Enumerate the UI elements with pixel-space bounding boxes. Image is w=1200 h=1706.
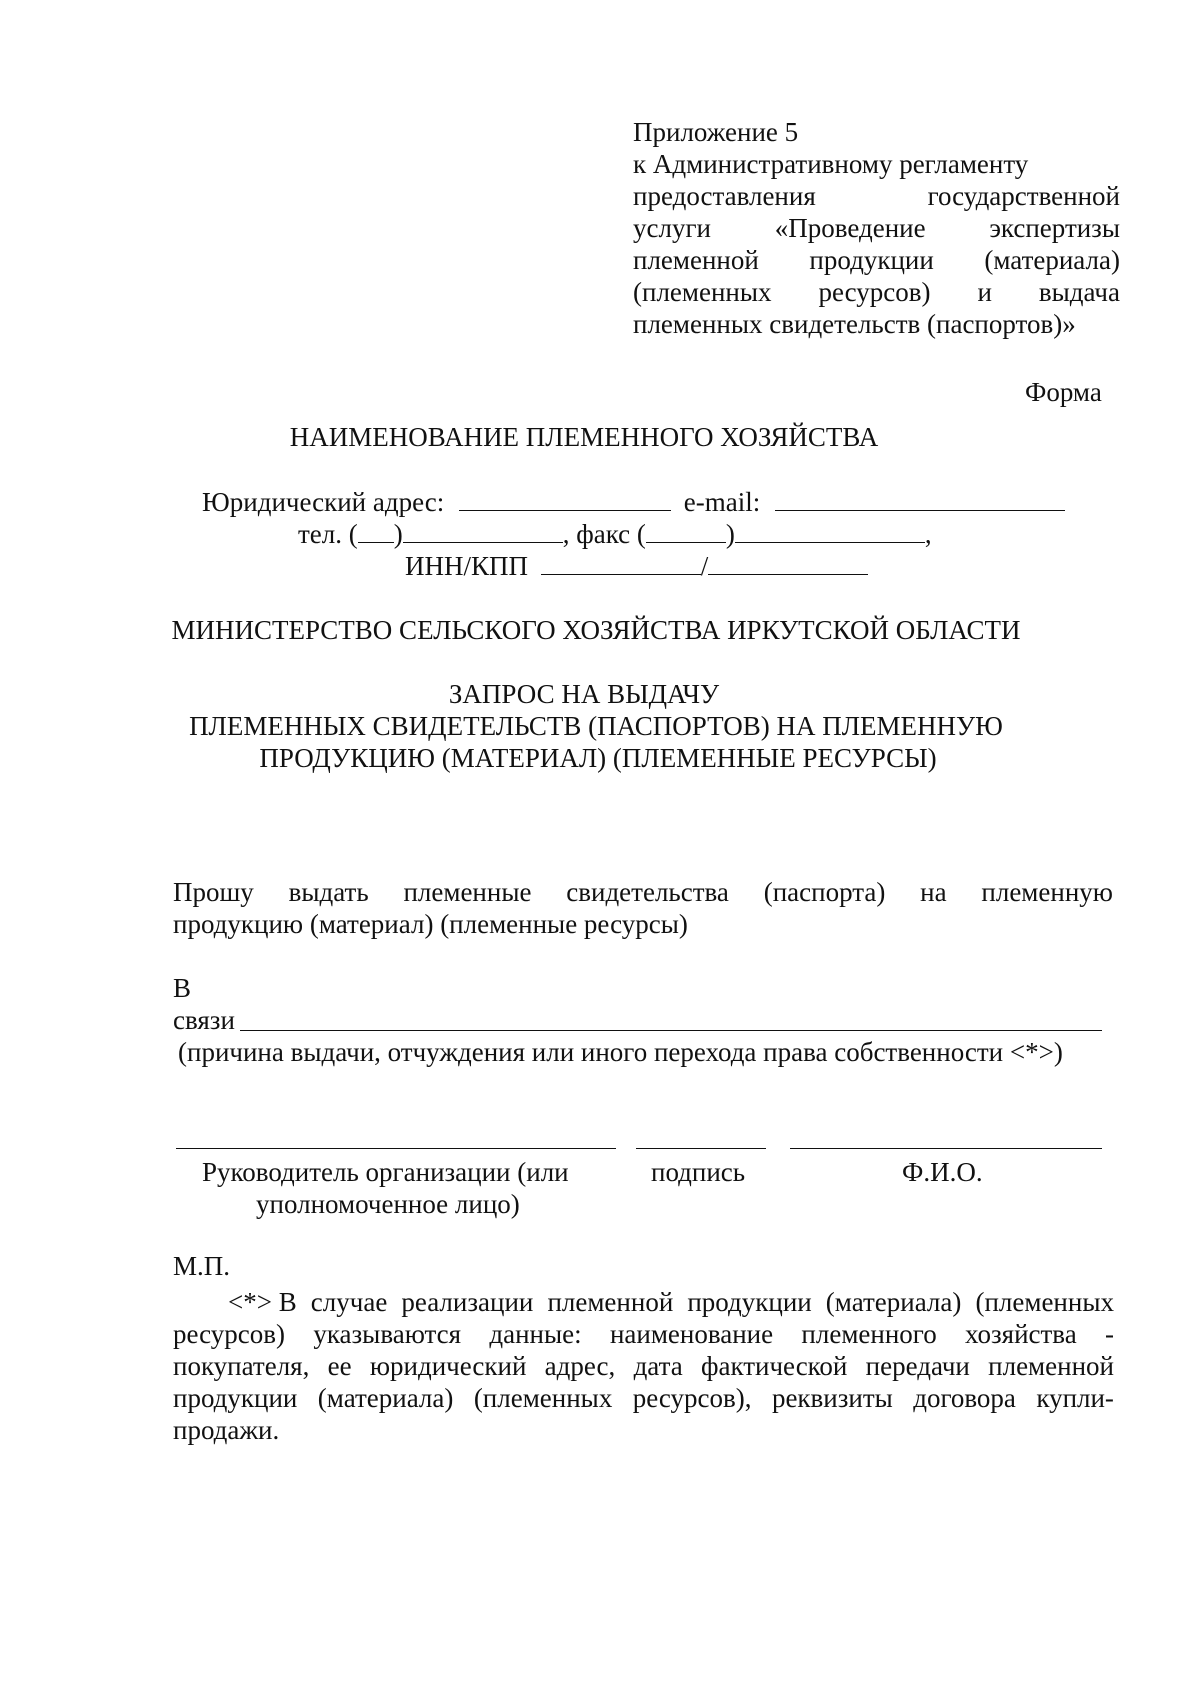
footnote-line-4: продукции (материала) (племенных ресурсов), реквизиты договора купли- <box>173 1383 1114 1413</box>
fio-caption: Ф.И.О. <box>902 1157 983 1187</box>
in-connection-svyazi: связи <box>173 1005 235 1035</box>
appendix-line-3: предоставления государственной <box>633 181 1120 211</box>
tel-paren: ) <box>393 519 403 549</box>
appendix-line-5: племенной продукции (материала) <box>633 245 1120 275</box>
tel-label: тел. ( <box>298 519 358 549</box>
fax-comma: , <box>924 519 932 549</box>
reason-field[interactable] <box>240 1030 1102 1031</box>
inn-kpp-slash: / <box>700 551 709 581</box>
fax-code-field[interactable] <box>646 518 726 543</box>
phone-fax-row <box>298 518 932 550</box>
legal-address-row <box>202 486 1065 518</box>
appendix-line-1: Приложение 5 <box>633 117 799 147</box>
email-label: e-mail: <box>683 487 761 517</box>
appendix-block <box>633 116 1120 340</box>
head-caption-line-2: уполномоченное лицо) <box>256 1189 520 1219</box>
legal-address-field[interactable] <box>459 486 671 511</box>
stamp-place: М.П. <box>173 1251 231 1281</box>
head-signature-line[interactable] <box>176 1148 616 1149</box>
reason-caption: (причина выдачи, отчуждения или иного перехода права собственности <*>) <box>178 1037 1063 1067</box>
kpp-field[interactable] <box>708 550 868 575</box>
fax-label: , факс ( <box>562 519 646 549</box>
inn-kpp-row <box>405 550 868 582</box>
request-text-line-1: Прошу выдать племенные свидетельства (паспорта) на племенную <box>173 877 1113 907</box>
tel-code-field[interactable] <box>358 518 394 543</box>
appendix-line-7: племенных свидетельств (паспортов)» <box>633 309 1076 339</box>
email-field[interactable] <box>775 486 1065 511</box>
request-title-line-2: ПЛЕМЕННЫХ СВИДЕТЕЛЬСТВ (ПАСПОРТОВ) НА ПЛЕМЕННУЮ <box>189 711 1003 741</box>
legal-address-label: Юридический адрес: <box>202 487 445 517</box>
signature-caption: подпись <box>651 1157 746 1187</box>
request-title-line-3: ПРОДУКЦИЮ (МАТЕРИАЛ) (ПЛЕМЕННЫЕ РЕСУРСЫ) <box>259 743 937 773</box>
signature-line[interactable] <box>636 1148 766 1149</box>
footnote-line-3: покупателя, ее юридический адрес, дата фактической передачи племенной <box>173 1351 1114 1381</box>
footnote-line-5: продажи. <box>173 1415 280 1445</box>
inn-kpp-label: ИНН/КПП <box>405 551 529 581</box>
appendix-line-4: услуги «Проведение экспертизы <box>633 213 1120 243</box>
footnote-line-1: <*> В случае реализации племенной продукции (материала) (племенных <box>228 1287 1114 1317</box>
footnote-line-2: ресурсов) указываются данные: наименование племенного хозяйства - <box>173 1319 1114 1349</box>
inn-field[interactable] <box>541 550 701 575</box>
request-title-line-1: ЗАПРОС НА ВЫДАЧУ <box>448 679 720 709</box>
tel-number-field[interactable] <box>403 518 563 543</box>
appendix-line-6: (племенных ресурсов) и выдача <box>633 277 1120 307</box>
ministry-name: МИНИСТЕРСТВО СЕЛЬСКОГО ХОЗЯЙСТВА ИРКУТСКОЙ ОБЛАСТИ <box>171 615 1021 645</box>
fio-line[interactable] <box>790 1148 1102 1149</box>
farm-title: НАИМЕНОВАНИЕ ПЛЕМЕННОГО ХОЗЯЙСТВА <box>289 422 879 452</box>
fax-paren: ) <box>725 519 735 549</box>
fax-number-field[interactable] <box>735 518 925 543</box>
appendix-line-2: к Административному регламенту <box>633 149 1029 179</box>
request-text-line-2: продукцию (материал) (племенные ресурсы) <box>173 909 688 939</box>
form-label: Форма <box>1025 377 1102 407</box>
in-connection-v: В <box>173 973 192 1003</box>
head-caption-line-1: Руководитель организации (или <box>202 1157 569 1187</box>
